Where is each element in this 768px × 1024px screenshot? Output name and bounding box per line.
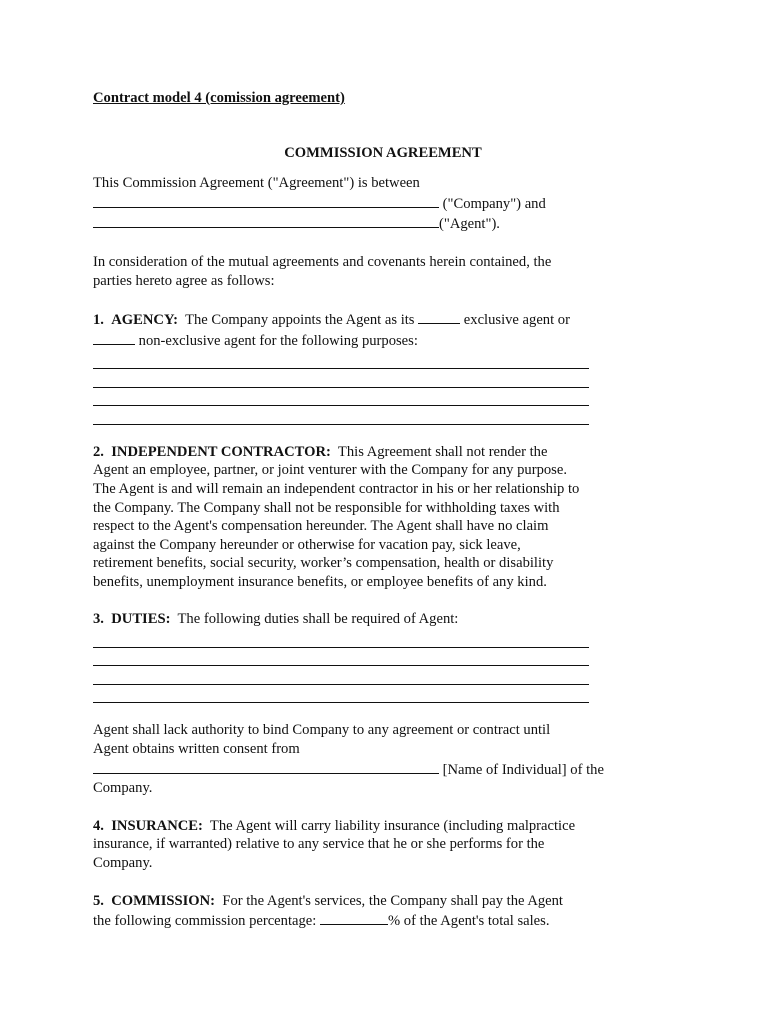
agent-suffix: ("Agent"). xyxy=(439,216,500,233)
contractor-line: respect to the Agent's compensation hereunder. The Agent shall have no claim xyxy=(93,518,549,535)
agency-line xyxy=(93,330,693,351)
document-body xyxy=(93,89,693,931)
section-heading: INSURANCE: xyxy=(111,817,203,834)
contractor-text: This Agreement shall not render the xyxy=(337,443,548,460)
insurance-line: insurance, if warranted) relative to any service that he or she performs for the xyxy=(93,836,545,853)
commission-text: % of the Agent's total sales. xyxy=(387,913,550,930)
section-number: 3. xyxy=(93,611,104,628)
company-line xyxy=(93,193,693,214)
section-heading: COMMISSION: xyxy=(111,892,216,909)
section-agency xyxy=(93,309,693,425)
insurance-line: Company. xyxy=(93,855,153,871)
authority-line: Agent shall lack authority to bind Company to any agreement or contract until xyxy=(93,722,551,739)
duties-lines xyxy=(93,629,693,703)
duty-blank[interactable] xyxy=(93,666,589,685)
consideration-line: In consideration of the mutual agreements and covenants herein contained, the xyxy=(93,253,552,270)
authority-paragraph xyxy=(93,721,693,797)
agency-text: The Company appoints the Agent as its xyxy=(185,312,415,329)
authority-line: Agent obtains written consent from xyxy=(93,741,300,758)
section-commission xyxy=(93,892,693,931)
consideration-paragraph xyxy=(93,253,693,290)
duties-text: The following duties shall be required of Agent: xyxy=(177,611,459,628)
section-insurance xyxy=(93,817,693,873)
section-heading: DUTIES: xyxy=(111,611,171,628)
duty-blank[interactable] xyxy=(93,685,589,704)
individual-name-blank[interactable] xyxy=(93,759,439,774)
agreement-title: COMMISSION AGREEMENT xyxy=(284,144,482,161)
non-exclusive-blank[interactable] xyxy=(93,330,135,345)
commission-text: For the Agent's services, the Company shall pay the Agent xyxy=(222,892,563,909)
purpose-blank[interactable] xyxy=(93,369,589,388)
agency-text: non-exclusive agent for the following purposes: xyxy=(138,332,418,349)
authority-line xyxy=(93,759,693,780)
intro-paragraph xyxy=(93,174,693,234)
section-number: 4. xyxy=(93,817,104,834)
duty-blank[interactable] xyxy=(93,648,589,667)
company-suffix: ("Company") and xyxy=(442,195,546,212)
company-blank[interactable] xyxy=(93,193,439,208)
commission-text: the following commission percentage: xyxy=(93,913,317,930)
agency-line xyxy=(93,309,693,330)
section-number: 2. xyxy=(93,443,104,460)
section-heading: AGENCY: xyxy=(111,312,179,329)
agent-blank[interactable] xyxy=(93,213,439,228)
commission-line xyxy=(93,892,693,911)
contractor-line: the Company. The Company shall not be responsible for withholding taxes with xyxy=(93,499,560,516)
section-independent-contractor xyxy=(93,443,693,592)
section-number: 1. xyxy=(93,312,104,329)
contractor-line: The Agent is and will remain an independent contractor in his or her relationship to xyxy=(93,480,580,497)
authority-text: [Name of Individual] of the xyxy=(442,761,604,778)
contractor-line xyxy=(93,443,693,462)
section-heading: INDEPENDENT CONTRACTOR: xyxy=(111,443,331,460)
purpose-blank[interactable] xyxy=(93,406,589,425)
commission-line xyxy=(93,910,693,931)
insurance-line xyxy=(93,817,693,836)
purposes-lines xyxy=(93,350,693,424)
agency-text: exclusive agent or xyxy=(463,312,570,329)
document-heading: Contract model 4 (comission agreement) xyxy=(93,90,345,106)
contractor-line: benefits, unemployment insurance benefits, or employee benefits of any kind. xyxy=(93,573,547,590)
purpose-blank[interactable] xyxy=(93,388,589,407)
contractor-line: against the Company hereunder or otherwise for vacation pay, sick leave, xyxy=(93,536,521,553)
exclusive-blank[interactable] xyxy=(418,309,460,324)
agent-line xyxy=(93,213,693,234)
purpose-blank[interactable] xyxy=(93,350,589,369)
insurance-text: The Agent will carry liability insurance (including malpractice xyxy=(209,817,576,834)
contractor-line: Agent an employee, partner, or joint venturer with the Company for any purpose. xyxy=(93,462,567,479)
consideration-line: parties hereto agree as follows: xyxy=(93,272,275,289)
duties-line xyxy=(93,610,693,629)
commission-percentage-blank[interactable] xyxy=(320,910,388,925)
intro-line: This Commission Agreement ("Agreement") is between xyxy=(93,175,420,192)
authority-line: Company. xyxy=(93,780,153,797)
section-duties xyxy=(93,610,693,703)
section-number: 5. xyxy=(93,892,104,909)
duty-blank[interactable] xyxy=(93,629,589,648)
contractor-line: retirement benefits, social security, worker’s compensation, health or disability xyxy=(93,555,554,572)
